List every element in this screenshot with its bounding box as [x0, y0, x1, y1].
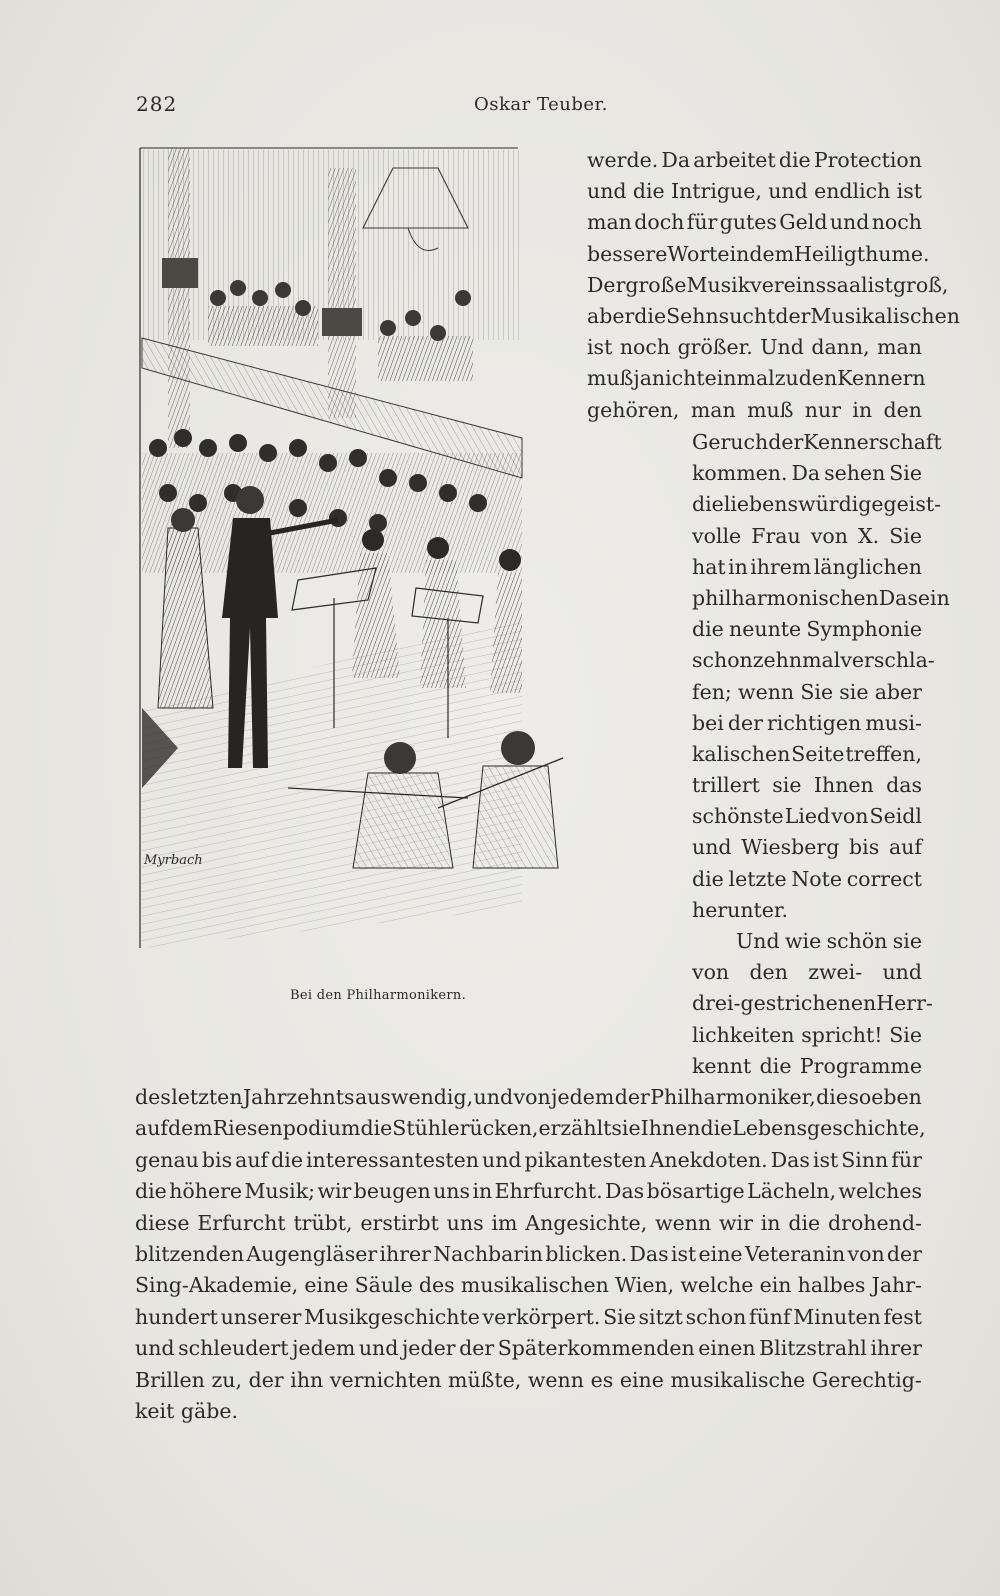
text-line: des letzten Jahrzehnts auswendig, und von jedem der Philharmoniker, die soeben	[135, 1085, 922, 1109]
running-head	[136, 92, 926, 122]
text-line: man doch für gutes Geld und noch	[587, 210, 922, 235]
text-line: bei der richtigen musi-	[692, 710, 922, 735]
text-line: hundert unserer Musikgeschichte verkörpert. Sie sitzt schon fünf Minuten fest	[135, 1304, 922, 1329]
text-line: kommen. Da sehen Sie	[692, 461, 922, 486]
text-line: Der große Musikvereinssaal ist groß,	[587, 272, 949, 297]
text-line: philharmonischen Dasein	[692, 585, 950, 610]
text-line: genau bis auf die interessantesten und pikantesten Anekdoten. Das ist Sinn für	[135, 1147, 922, 1172]
text-line: aber die Sehnsucht der Musikalischen	[587, 303, 960, 328]
text-line: und die Intrigue, und endlich ist	[587, 179, 922, 204]
text-line: ist noch größer. Und dann, man	[587, 335, 922, 360]
figure-caption: Bei den Philharmonikern.	[290, 988, 467, 1003]
text-line: die liebenswürdige geist-	[692, 492, 942, 517]
engraving-illustration	[138, 148, 570, 958]
text-line: Geruch der Kennerschaft	[692, 430, 942, 454]
text-line: drei-gestrichenen Herr-	[692, 991, 933, 1016]
text-line: hat in ihrem länglichen	[692, 554, 922, 579]
text-line: kennt die Programme	[692, 1053, 922, 1078]
running-title: Oskar Teuber.	[474, 94, 608, 115]
text-line: die höhere Musik; wir beugen uns in Ehrfurcht. Das bösartige Lächeln, welches	[135, 1179, 922, 1204]
text-line: gehören, man muß nur in den	[587, 397, 922, 422]
text-line: schon zehnmal verschla-	[692, 648, 935, 673]
text-line: keit gäbe.	[135, 1398, 238, 1423]
text-line: diese Erfurcht trübt, erstirbt uns im Angesichte, wenn wir in die drohend-	[135, 1210, 922, 1235]
text-line: trillert sie Ihnen das	[692, 773, 922, 798]
text-line: kalischen Seite treffen,	[692, 741, 922, 766]
text-line: herunter.	[692, 897, 788, 922]
narrow-column-text	[692, 427, 950, 1082]
text-line: Sing-Akademie, eine Säule des musikalischen Wien, welche ein halbes Jahr-	[135, 1273, 922, 1298]
text-line: Und wie schön sie	[736, 929, 922, 953]
text-line: bessere Worte in dem Heiligthume.	[587, 241, 930, 266]
artist-signature: Myrbach	[144, 853, 203, 868]
text-line: fen; wenn Sie sie aber	[692, 679, 922, 704]
text-line: werde. Da arbeitet die Protection	[587, 148, 922, 172]
illustration-concert-hall	[138, 148, 570, 958]
text-line: blitzenden Augengläser ihrer Nachbarin blicken. Das ist eine Veteranin von der	[135, 1241, 922, 1266]
text-line: lichkeiten spricht! Sie	[692, 1022, 922, 1047]
page-number: 282	[136, 92, 178, 116]
text-line: und Wiesberg bis auf	[692, 835, 922, 860]
text-line: Brillen zu, der ihn vernichten müßte, wenn es eine musikalische Gerechtig-	[135, 1367, 922, 1392]
text-line: schönste Lied von Seidl	[692, 804, 922, 829]
text-line: die letzte Note correct	[692, 866, 922, 891]
text-line: auf dem Riesenpodium die Stühle rücken, erzählt sie Ihnen die Lebensgeschichte,	[135, 1116, 926, 1141]
text-line: die neunte Symphonie	[692, 617, 922, 642]
right-column-text	[587, 145, 960, 426]
text-line: volle Frau von X. Sie	[692, 523, 922, 548]
text-line: und schleudert jedem und jeder der Späterkommenden einen Blitzstrahl ihrer	[135, 1336, 922, 1361]
full-width-paragraph	[135, 1082, 926, 1427]
text-line: muß ja nicht einmal zu den Kennern	[587, 366, 926, 391]
text-line: von den zwei- und	[692, 960, 922, 985]
